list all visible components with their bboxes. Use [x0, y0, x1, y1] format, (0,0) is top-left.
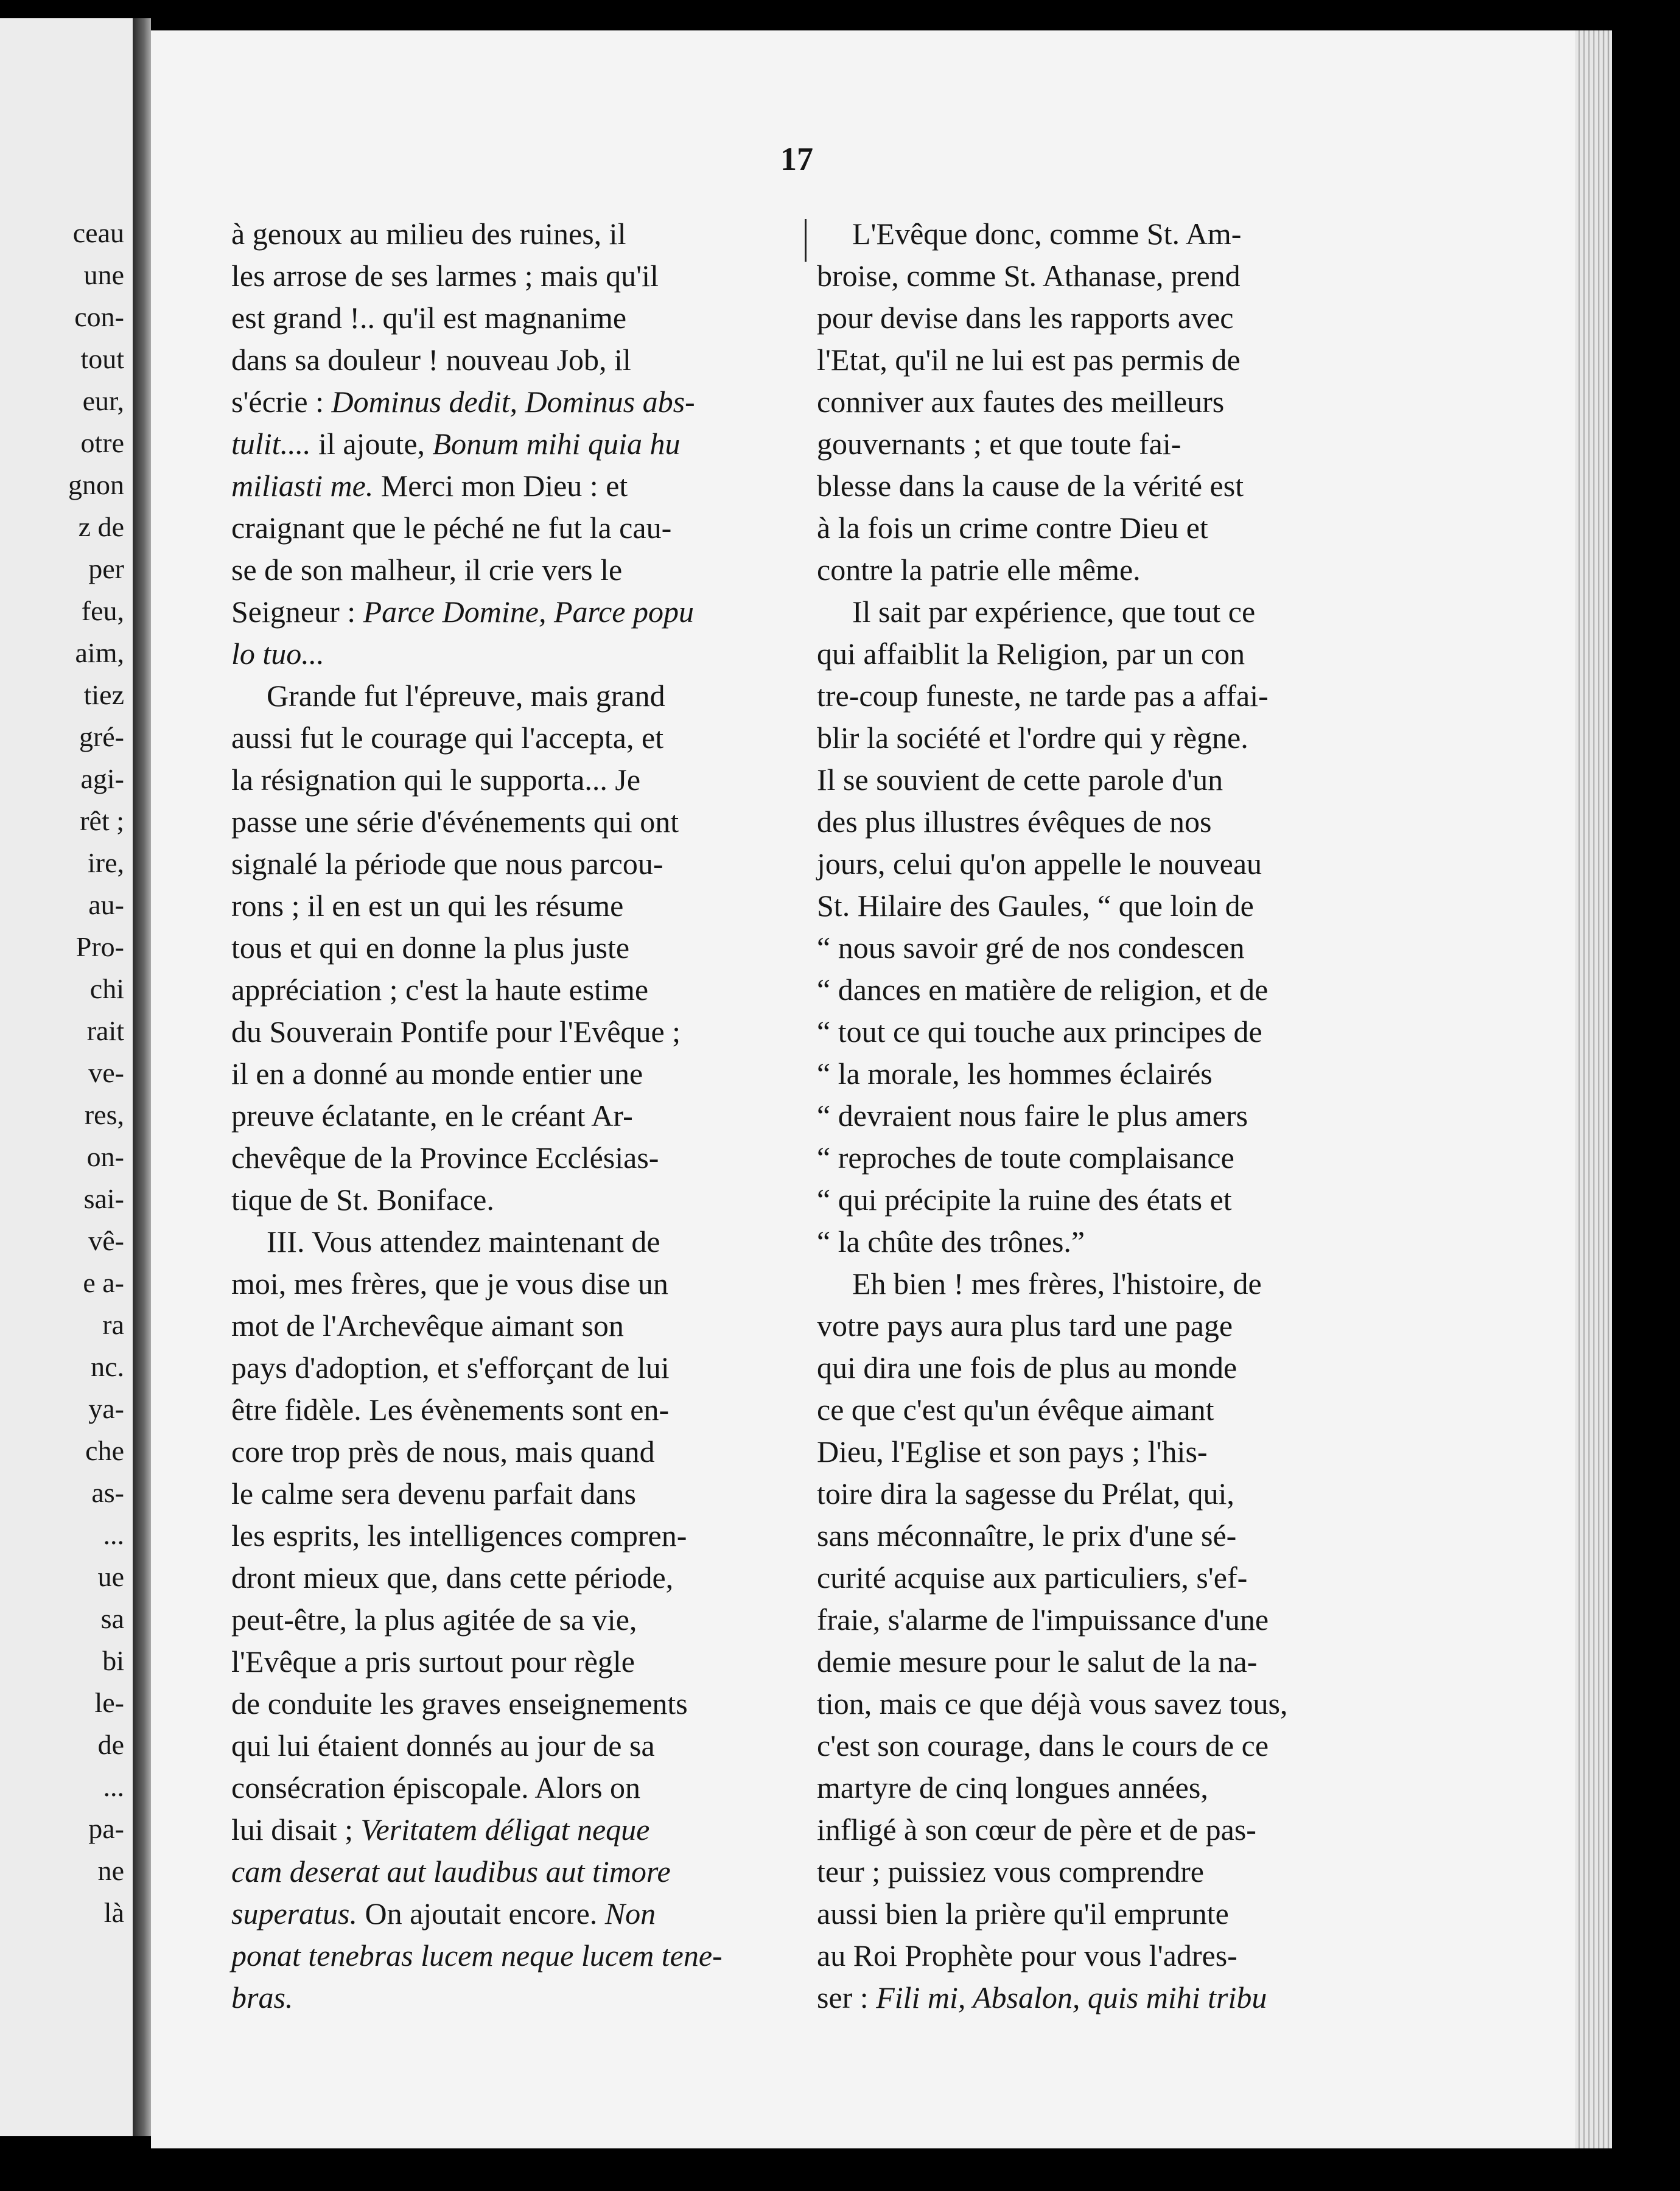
text-run: contre la patrie elle même. [817, 553, 1141, 587]
text-run: Merci mon Dieu : et [373, 469, 628, 503]
text-line [231, 1977, 800, 2019]
facing-page-text: ve- [88, 1057, 124, 1088]
latin-quote: Veritatem déligat neque [360, 1812, 650, 1847]
facing-page-text: agi- [80, 763, 124, 794]
facing-page-text: e a- [83, 1267, 124, 1298]
text-run: demie mesure pour le salut de la na- [817, 1644, 1258, 1679]
book-gutter [133, 18, 151, 2136]
latin-quote: ponat tenebras lucem neque lucem tene- [231, 1938, 723, 1973]
text-line [817, 1263, 1383, 1305]
text-run: craignant que le péché ne fut la cau- [231, 511, 672, 545]
facing-page-text: z de [78, 511, 124, 542]
text-line [817, 969, 1383, 1011]
facing-page-text: gnon [68, 469, 124, 500]
facing-page-text: au- [88, 889, 124, 920]
facing-page-text: ya- [88, 1393, 124, 1424]
text-line [231, 927, 800, 969]
text-run: L'Evêque donc, comme St. Am- [852, 217, 1242, 251]
text-line [231, 1137, 800, 1179]
text-line [231, 675, 800, 717]
text-run: s'écrie : [231, 385, 332, 419]
facing-page-text: res, [84, 1099, 124, 1130]
text-line [817, 1641, 1383, 1683]
text-run: martyre de cinq longues années, [817, 1770, 1208, 1805]
text-run: tre-coup funeste, ne tarde pas a affai- [817, 679, 1269, 713]
text-line [231, 549, 800, 591]
text-line [817, 1179, 1383, 1221]
page-number: 17 [780, 141, 813, 177]
text-line [231, 1725, 800, 1767]
text-run: moi, mes frères, que je vous dise un [231, 1267, 668, 1301]
latin-quote: Bonum mihi quia hu [432, 427, 681, 461]
facing-page-text: on- [86, 1141, 124, 1172]
facing-page-text: per [88, 553, 124, 584]
text-line [231, 507, 800, 549]
text-line [817, 1431, 1383, 1473]
text-run: qui dira une fois de plus au monde [817, 1351, 1237, 1385]
text-line [231, 213, 800, 255]
text-run: conniver aux fautes des meilleurs [817, 385, 1225, 419]
right-column [817, 213, 1383, 2019]
text-line [817, 255, 1383, 297]
text-run: il ajoute, [310, 427, 433, 461]
facing-page-text: pa- [88, 1813, 124, 1844]
text-run: “ qui précipite la ruine des états et [817, 1183, 1232, 1217]
text-line [817, 1053, 1383, 1095]
facing-page-text: aim, [75, 637, 124, 668]
text-run: ce que c'est qu'un évêque aimant [817, 1393, 1214, 1427]
text-run: Il sait par expérience, que tout ce [852, 595, 1256, 629]
text-run: au Roi Prophète pour vous l'adres- [817, 1938, 1237, 1973]
text-line [817, 1473, 1383, 1515]
text-run: toire dira la sagesse du Prélat, qui, [817, 1476, 1234, 1511]
text-run: il en a donné au monde entier une [231, 1057, 643, 1091]
latin-quote: superatus. [231, 1896, 357, 1931]
text-run: “ la morale, les hommes éclairés [817, 1057, 1213, 1091]
text-run: “ devraient nous faire le plus amers [817, 1099, 1248, 1133]
facing-page-text: as- [91, 1477, 124, 1508]
text-run: blesse dans la cause de la vérité est [817, 469, 1244, 503]
latin-quote: lo tuo... [231, 637, 324, 671]
text-run: est grand !.. qu'il est magnanime [231, 301, 627, 335]
text-line [817, 801, 1383, 843]
text-run: ser : [817, 1980, 877, 2015]
facing-page-text: nc. [91, 1351, 124, 1382]
text-line [231, 1431, 800, 1473]
text-run: de conduite les graves enseignements [231, 1686, 688, 1721]
text-run: tous et qui en donne la plus juste [231, 931, 630, 965]
text-line [231, 801, 800, 843]
text-run: rons ; il en est un qui les résume [231, 889, 624, 923]
text-line [231, 1095, 800, 1137]
column-rule [805, 219, 807, 262]
text-line [817, 1767, 1383, 1809]
facing-page-text: ne [97, 1855, 124, 1886]
facing-page-text: le- [94, 1687, 124, 1718]
text-run: aussi fut le courage qui l'accepta, et [231, 721, 664, 755]
text-line [231, 1893, 800, 1935]
text-line [231, 1851, 800, 1893]
text-line [817, 213, 1383, 255]
text-line [817, 1221, 1383, 1263]
facing-page-text: une [83, 259, 124, 290]
text-run: signalé la période que nous parcou- [231, 847, 663, 881]
latin-quote: Dominus dedit, Dominus abs- [331, 385, 695, 419]
text-run: la résignation qui le supporta... Je [231, 763, 641, 797]
text-run: tique de St. Boniface. [231, 1183, 494, 1217]
text-line [231, 1011, 800, 1053]
text-run: le calme sera devenu parfait dans [231, 1476, 636, 1511]
text-run: Dieu, l'Eglise et son pays ; l'his- [817, 1434, 1208, 1469]
text-line [231, 1389, 800, 1431]
text-line [817, 1893, 1383, 1935]
text-line [817, 1809, 1383, 1851]
text-line [231, 885, 800, 927]
text-line [817, 1515, 1383, 1557]
facing-page-text: de [97, 1729, 124, 1760]
text-line [817, 1599, 1383, 1641]
text-line [817, 423, 1383, 465]
text-line [817, 1557, 1383, 1599]
text-run: qui affaiblit la Religion, par un con [817, 637, 1245, 671]
text-run: On ajoutait encore. [357, 1896, 605, 1931]
text-run: des plus illustres évêques de nos [817, 805, 1212, 839]
facing-page-text: eur, [82, 385, 124, 416]
text-line [817, 297, 1383, 339]
left-column [231, 213, 800, 2019]
text-line [231, 1809, 800, 1851]
text-run: St. Hilaire des Gaules, “ que loin de [817, 889, 1254, 923]
text-line [817, 1095, 1383, 1137]
text-line [231, 381, 800, 423]
text-line [817, 675, 1383, 717]
facing-page-text: Pro- [75, 931, 124, 962]
text-line [817, 465, 1383, 507]
text-line [231, 1473, 800, 1515]
text-run: mot de l'Archevêque aimant son [231, 1309, 624, 1343]
latin-quote: Fili mi, Absalon, quis mihi tribu [876, 1980, 1267, 2015]
text-line [231, 423, 800, 465]
text-run: core trop près de nous, mais quand [231, 1434, 655, 1469]
text-run: dans sa douleur ! nouveau Job, il [231, 343, 631, 377]
text-line [817, 1977, 1383, 2019]
facing-page-text: tiez [83, 679, 124, 710]
text-run: tion, mais ce que déjà vous savez tous, [817, 1686, 1288, 1721]
text-run: c'est son courage, dans le cours de ce [817, 1728, 1269, 1763]
text-run: “ dances en matière de religion, et de [817, 973, 1269, 1007]
text-run: “ nous savoir gré de nos condescen [817, 931, 1245, 965]
facing-page-text: bi [102, 1645, 124, 1676]
latin-quote: miliasti me. [231, 469, 374, 503]
facing-page-text: ceau [72, 217, 124, 248]
text-run: les arrose de ses larmes ; mais qu'il [231, 259, 659, 293]
text-run: sans méconnaître, le prix d'une sé- [817, 1518, 1237, 1553]
text-run: se de son malheur, il crie vers le [231, 553, 623, 587]
text-line [817, 1011, 1383, 1053]
text-run: Il se souvient de cette parole d'un [817, 763, 1223, 797]
facing-page-text: ue [97, 1561, 124, 1592]
text-line [231, 1767, 800, 1809]
text-line [817, 1935, 1383, 1977]
latin-quote: cam deserat aut laudibus aut timore [231, 1854, 671, 1889]
text-run: pays d'adoption, et s'efforçant de lui [231, 1351, 670, 1385]
text-run: lui disait ; [231, 1812, 361, 1847]
text-run: passe une série d'événements qui ont [231, 805, 679, 839]
text-line [817, 843, 1383, 885]
text-line [817, 1389, 1383, 1431]
text-run: teur ; puissiez vous comprendre [817, 1854, 1204, 1889]
text-run: preuve éclatante, en le créant Ar- [231, 1099, 633, 1133]
latin-quote: bras. [231, 1980, 293, 2015]
facing-page-text: otre [80, 427, 124, 458]
text-run: blir la société et l'ordre qui y règne. [817, 721, 1248, 755]
facing-page-text: rêt ; [80, 805, 124, 836]
text-line [231, 1935, 800, 1977]
text-run: aussi bien la prière qu'il emprunte [817, 1896, 1229, 1931]
facing-page-text: con- [74, 301, 124, 332]
facing-page-text: sai- [83, 1183, 124, 1214]
text-line [231, 255, 800, 297]
text-line [817, 1683, 1383, 1725]
text-line [231, 1347, 800, 1389]
latin-quote: Non [604, 1896, 656, 1931]
facing-page-text: gré- [79, 721, 124, 752]
text-line [231, 1599, 800, 1641]
text-run: “ reproches de toute complaisance [817, 1141, 1234, 1175]
text-line [817, 339, 1383, 381]
text-line [231, 633, 800, 675]
text-line [817, 591, 1383, 633]
facing-page-text: che [85, 1435, 124, 1466]
text-line [817, 1137, 1383, 1179]
text-run: les esprits, les intelligences compren- [231, 1518, 687, 1553]
text-run: gouvernants ; et que toute fai- [817, 427, 1181, 461]
facing-page-text: ra [102, 1309, 124, 1340]
text-line [231, 1263, 800, 1305]
page-edges [1575, 30, 1612, 2148]
text-line [231, 1221, 800, 1263]
text-line [231, 1515, 800, 1557]
text-run: dront mieux que, dans cette période, [231, 1560, 674, 1595]
text-line [231, 591, 800, 633]
text-line [231, 1305, 800, 1347]
text-run: à genoux au milieu des ruines, il [231, 217, 626, 251]
facing-page-text: ... [103, 1519, 124, 1550]
text-run: Eh bien ! mes frères, l'histoire, de [852, 1267, 1262, 1301]
facing-page-text: vê- [88, 1225, 124, 1256]
text-line [231, 759, 800, 801]
facing-page-text: ire, [87, 847, 124, 878]
text-line [231, 843, 800, 885]
text-line [817, 885, 1383, 927]
text-line [231, 339, 800, 381]
text-line [231, 297, 800, 339]
text-line [231, 1641, 800, 1683]
facing-page-text: tout [80, 343, 124, 374]
text-line [817, 717, 1383, 759]
text-run: fraie, s'alarme de l'impuissance d'une [817, 1602, 1269, 1637]
text-run: chevêque de la Province Ecclésias- [231, 1141, 659, 1175]
facing-page-text: sa [100, 1603, 124, 1634]
text-run: l'Evêque a pris surtout pour règle [231, 1644, 635, 1679]
text-run: à la fois un crime contre Dieu et [817, 511, 1208, 545]
facing-page-text: là [103, 1897, 124, 1928]
text-line [817, 507, 1383, 549]
text-run: Seigneur : [231, 595, 363, 629]
text-run: Grande fut l'épreuve, mais grand [267, 679, 665, 713]
text-line [231, 969, 800, 1011]
text-line [817, 927, 1383, 969]
text-line [231, 1557, 800, 1599]
text-line [231, 1683, 800, 1725]
text-line [231, 1179, 800, 1221]
text-run: être fidèle. Les évènements sont en- [231, 1393, 670, 1427]
text-line [817, 759, 1383, 801]
text-run: “ tout ce qui touche aux principes de [817, 1015, 1262, 1049]
text-line [817, 633, 1383, 675]
text-run: peut-être, la plus agitée de sa vie, [231, 1602, 637, 1637]
facing-page-fragment [0, 18, 133, 2136]
text-run: “ la chûte des trônes.” [817, 1225, 1085, 1259]
text-line [817, 1347, 1383, 1389]
facing-page-text: ... [103, 1771, 124, 1802]
text-line [817, 1851, 1383, 1893]
text-run: du Souverain Pontife pour l'Evêque ; [231, 1015, 681, 1049]
facing-page-text: feu, [81, 595, 124, 626]
facing-page-text: chi [89, 973, 124, 1004]
text-run: pour devise dans les rapports avec [817, 301, 1234, 335]
text-run: jours, celui qu'on appelle le nouveau [817, 847, 1262, 881]
text-line [231, 465, 800, 507]
text-line [231, 1053, 800, 1095]
text-run: l'Etat, qu'il ne lui est pas permis de [817, 343, 1241, 377]
facing-page-text: rait [86, 1015, 124, 1046]
text-run: votre pays aura plus tard une page [817, 1309, 1233, 1343]
text-run: III. Vous attendez maintenant de [267, 1225, 660, 1259]
text-run: qui lui étaient donnés au jour de sa [231, 1728, 655, 1763]
text-run: appréciation ; c'est la haute estime [231, 973, 649, 1007]
text-run: consécration épiscopale. Alors on [231, 1770, 641, 1805]
text-run: curité acquise aux particuliers, s'ef- [817, 1560, 1248, 1595]
text-line [817, 381, 1383, 423]
text-line [817, 549, 1383, 591]
text-run: infligé à son cœur de père et de pas- [817, 1812, 1256, 1847]
latin-quote: tulit.... [231, 427, 311, 461]
latin-quote: Parce Domine, Parce popu [363, 595, 694, 629]
text-run: broise, comme St. Athanase, prend [817, 259, 1241, 293]
text-line [817, 1725, 1383, 1767]
text-line [817, 1305, 1383, 1347]
text-line [231, 717, 800, 759]
